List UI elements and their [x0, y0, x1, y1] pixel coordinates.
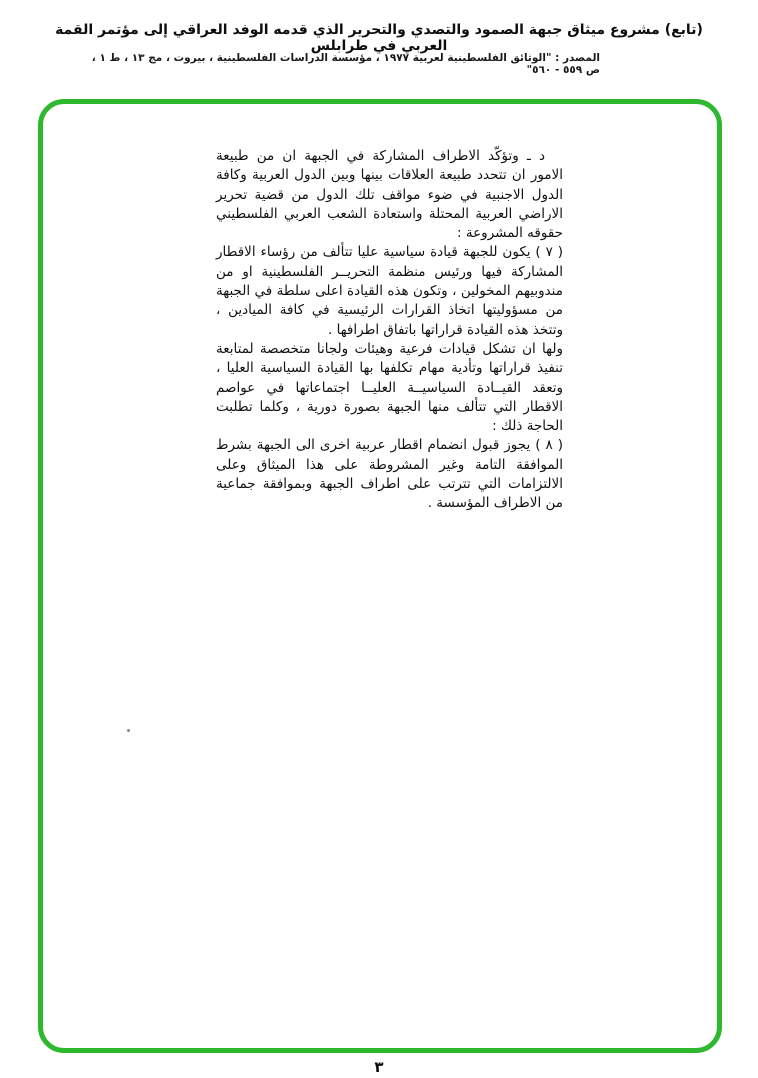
document-title: (تابع) مشروع ميثاق جبهة الصمود والتصدي والتحرير الذي قدمه الوفد العراقي إلى مؤتمر القمة العربي في طرابلس: [55, 22, 703, 54]
paragraph-clause-7: ( ٧ ) يكون للجبهة قيادة سياسية عليا تتألف من رؤساء الاقطار المشاركة فيها ورئيس منظمة التحريــر الفلسطينية او من مندوبيهم المخولين ، وتكون هذه القيادة اعلى سلطة في الجبهة من مسؤوليتها اتخاذ القرارات الرئيسية في كافة الميادين ، وتتخذ هذه القيادة قراراتها باتفاق اطرافها .: [216, 244, 563, 338]
paragraph-clause-8: ( ٨ ) يجوز قبول انضمام اقطار عربية اخرى الى الجبهة بشرط الموافقة التامة وغير المشروطة على هذا الميثاق وعلى الالتزامات التي تترتب على اطراف الجبهة وبموافقة جماعية من الاطراف المؤسسة .: [216, 437, 563, 512]
paragraph-clause-d: د ـ وتؤكّد الاطراف المشاركة في الجبهة ان من طبيعة الامور ان تتحدد طبيعة العلاقات بينها وبين الدول العربية وكافة الدول الاجنبية في ضوء مواقف تلك الدول من قضية تحرير الاراضي العربية المحتلة واستعادة الشعب العربي الفلسطيني حقوقه المشروعة :: [216, 148, 563, 242]
page-number: ٣: [374, 1058, 384, 1076]
document-source-line: المصدر : "الوثائق الفلسطينية لعربية ١٩٧٧ ، مؤسسة الدراسات الفلسطينية ، بيروت ، مج ١٣ ، ط ١ ، ص ٥٥٩ - ٥٦٠": [91, 52, 600, 76]
scan-noise-speck: [127, 729, 130, 732]
document-body: [216, 147, 563, 514]
paragraph-clause-7-continuation: ولها ان تشكل قيادات فرعية وهيئات ولجانا متخصصة لمتابعة تنفيذ قراراتها وتأدية مهام تكلفها بها القيادة السياسية العليا ، وتعقد القيــادة السياسيــة العليــا اجتماعاتها في عواصم الاقطار التي تتألف منها الجبهة بصورة دورية ، وكلما تطلبت الحاجة ذلك :: [216, 340, 563, 435]
